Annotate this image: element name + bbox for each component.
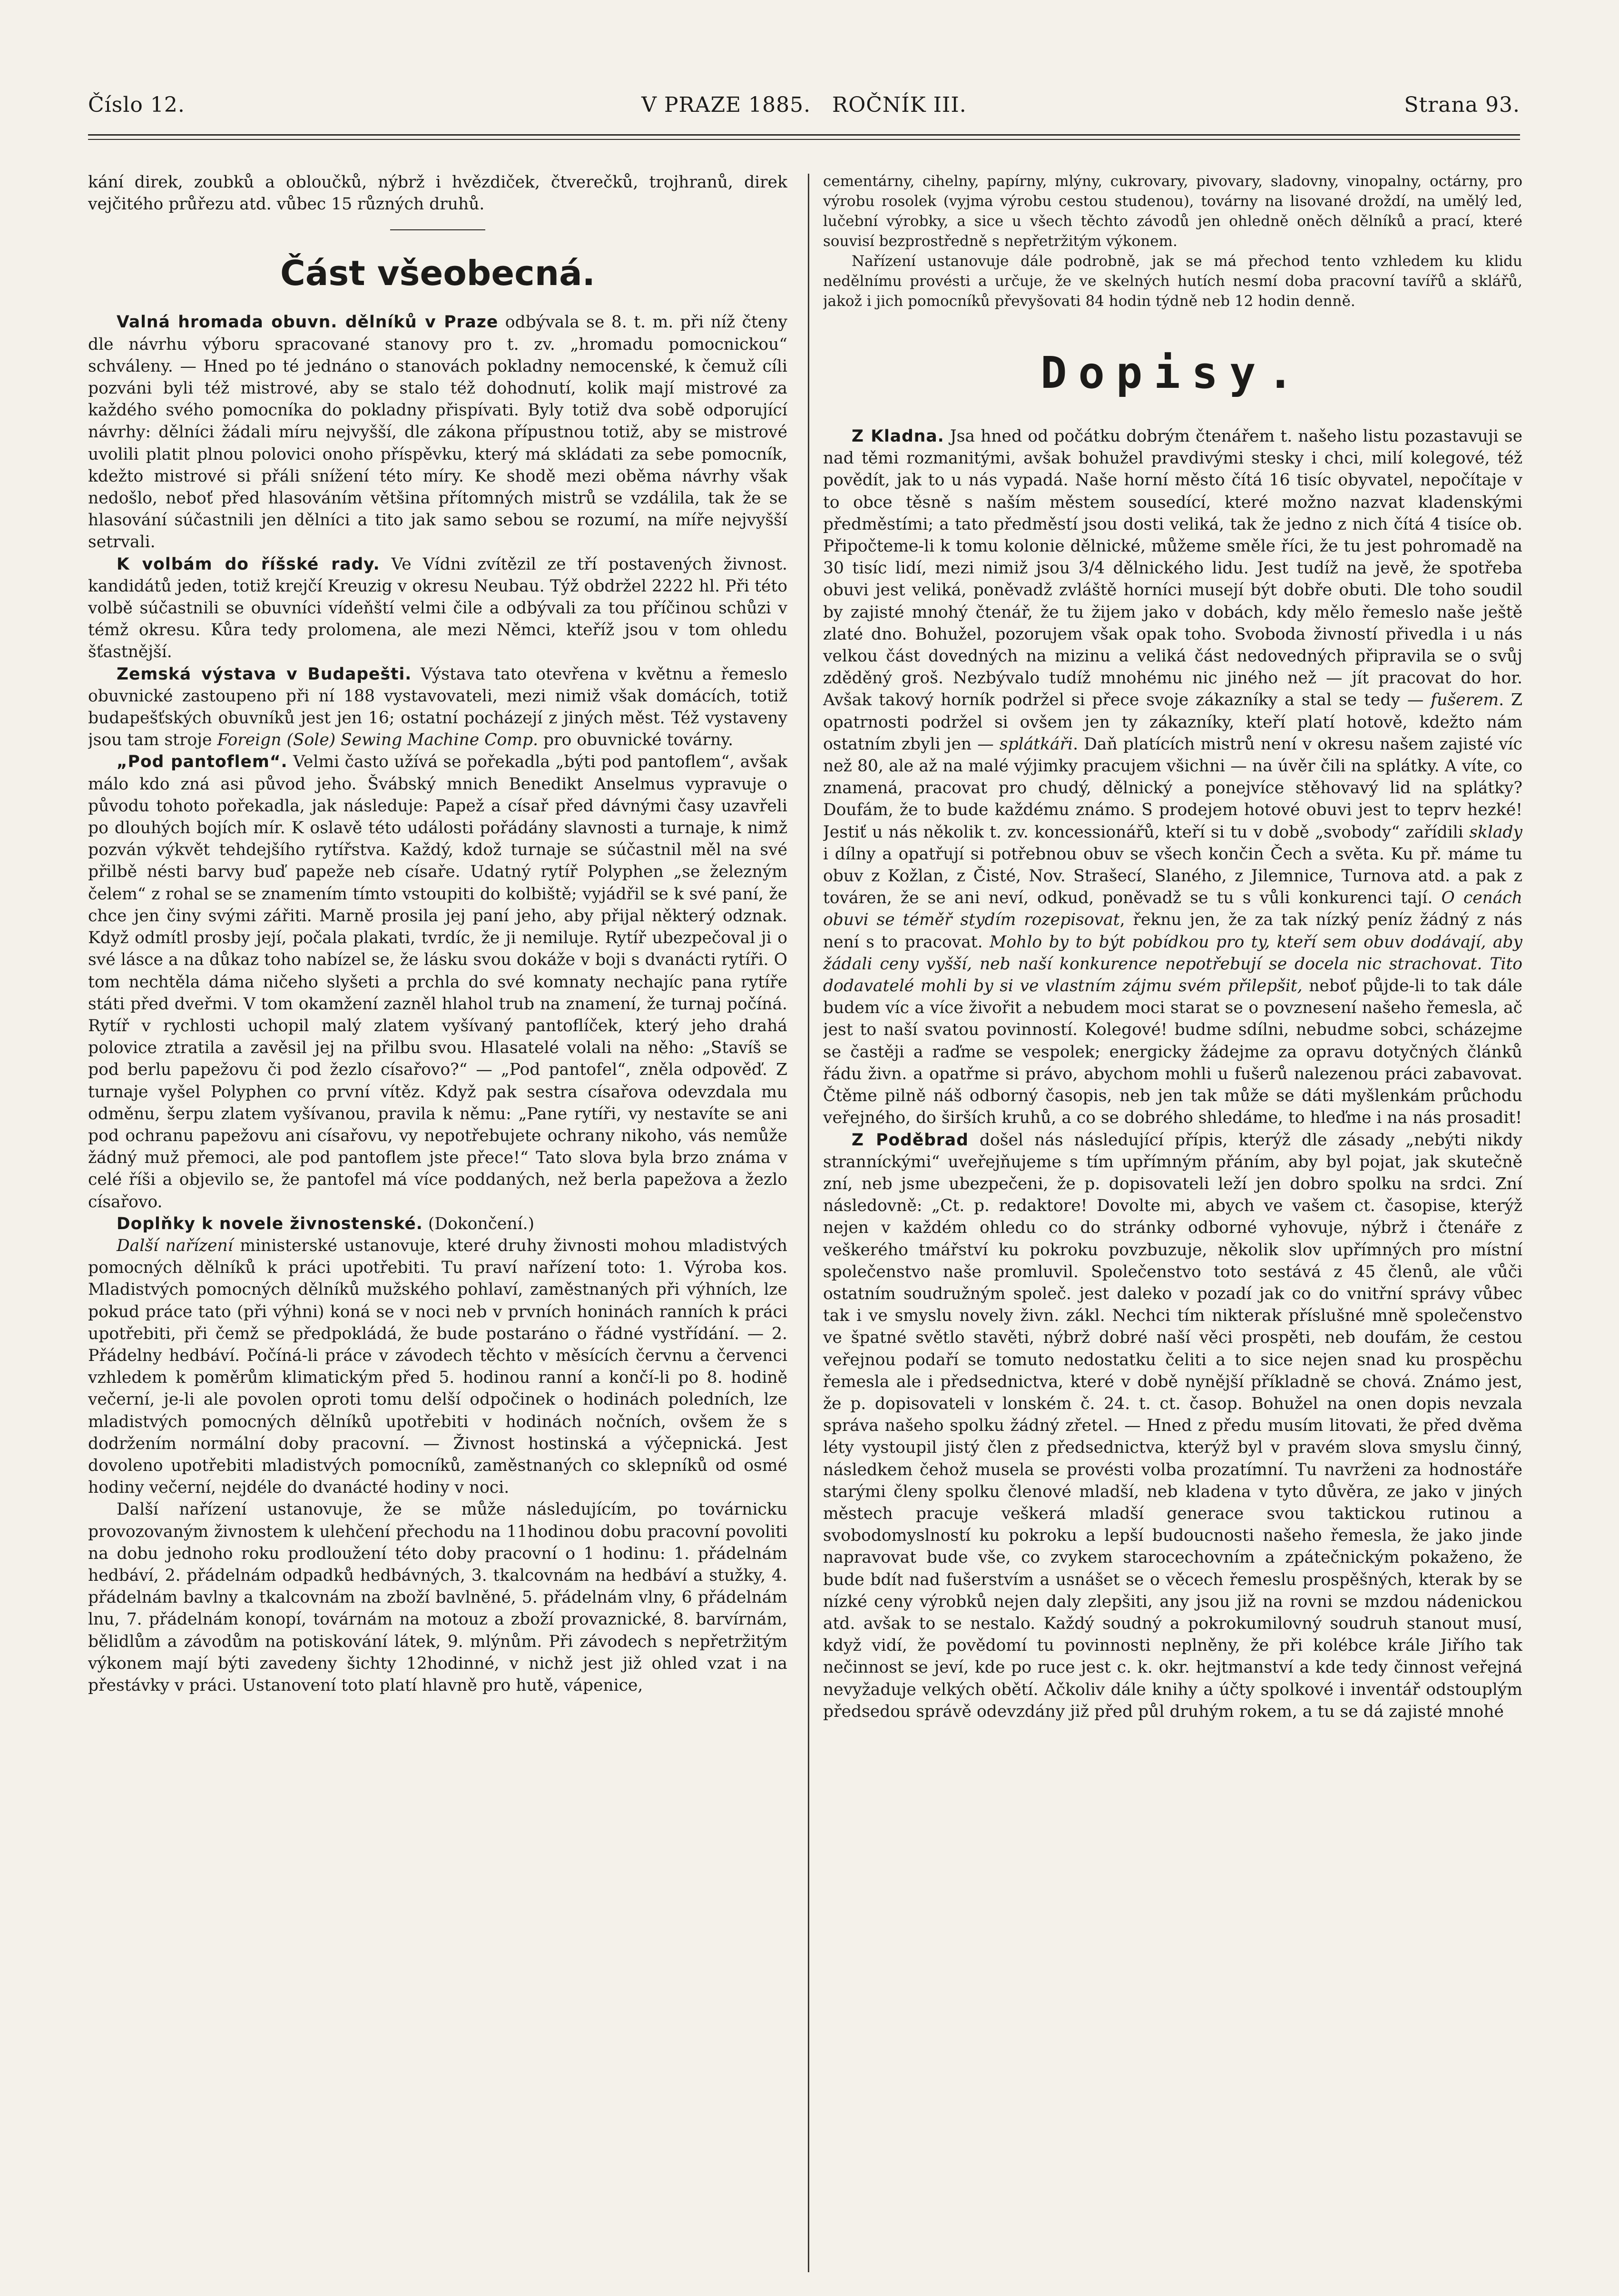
continued-paragraph: kání direk, zoubků a obloučků, nýbrž i hvězdiček, čtverečků, trojhranů, direk vejčitého průřezu atd. vůbec 15 různých druhů. bbox=[88, 173, 787, 214]
letter-heading: Z Poděbrad bbox=[852, 1130, 969, 1150]
place-year-volume: V PRAZE 1885. ROČNÍK III. bbox=[641, 93, 967, 117]
column-divider bbox=[808, 174, 809, 2272]
article-heading: Doplňky k novele živnostenské. bbox=[117, 1214, 423, 1233]
page-header bbox=[88, 93, 1520, 131]
separator-rule bbox=[390, 229, 485, 230]
article-heading: „Pod pantoflem“. bbox=[117, 752, 288, 772]
article-trade-amendment-continued: Další nařízení ustanovuje, že se může následujícím, po továrnicku provozovaným živnostem k ulehčení přechodu na 11hodinou dobu pracovní povoliti na dobu jednoho roku prodloužení této doby pracovní o 1 hodinu: 1. přádelnám hedbáví, 2. přádelnám odpadků hedbávných, 3. tkalcovnám na hedbáví a stužky, 4. přádelnám bavlny a tkalcovnám na zboží bavlněné, 5. přádelnám vlny, 6 přádelnám lnu, 7. přádelnám konopí, továrnám na motouz a zboží provaznické, 8. barvírnám, bělidlům a závodům na potiskování látek, 9. mlýnům. Při závodech s nepřetržitým výkonem mají býti zavedeny šichty 12hodinné, v nichž jest již ohled vzat i na přestávky v práci. Ustanovení toto platí hlavně pro hutě, vápenice, bbox=[88, 1500, 787, 1695]
article-heading: Valná hromada obuvn. dělníků v Praze bbox=[117, 313, 499, 332]
header-rule-double bbox=[88, 139, 1520, 140]
article-elections: K volbám do říšské rady. Ve Vídni zvítězil ze tří postavených živnost. kandidátů jeden, totiž krejčí Kreuzig v okresu Neubau. Týž obdržel 2222 hl. Při této volbě súčastnili se obuvníci vídeňští velmi čile a odbývali za tou příčinou schůzi v témž okresu. Kůra tedy prolomena, ale mezi Němci, kteříž jsou v tom ohledu šťastnější. bbox=[88, 554, 787, 662]
letters-section-title: Dopisy. bbox=[1040, 347, 1305, 398]
section-title: Část všeobecná. bbox=[280, 253, 596, 294]
left-column bbox=[88, 171, 787, 2275]
page-number: Strana 93. bbox=[1404, 93, 1520, 117]
continued-paragraph: cementárny, cihelny, papírny, mlýny, cukrovary, pivovary, sladovny, vinopalny, octárny, pro výrobu rosolek (vyjma výrobu cestou studenou), továrny na lisované droždí, na umělý led, lučební výrobky, a sice u všech těchto závodů jen ohledně oněch dělníků a prací, které souvisí bezprostředně s nepřetržitým výkonem. bbox=[823, 173, 1522, 250]
letter-kladno: Z Kladna. Jsa hned od počátku dobrým čtenářem t. našeho listu pozastavuji se nad těmi rozmanitými, avšak bohužel pravdivými stesky i chci, milí kolegové, též povědít, jak to u nás vypadá. Naše horní město čítá 16 tisíc obyvatel, nepočítaje v to obce těsně s naším městem sousedící, které možno nazvat kladenskými předměstími; a tato předměstí jsou dosti veliká, tak že jedno z nich čítá 4 tisíce ob. Připočteme-li k tomu kolonie dělnické, můžeme směle říci, že tu jest pohromadě na 30 tisíc lidí, mezi nimiž jsou 3/4 dělnického lidu. Jest tudíž na jevě, že spotřeba obuvi jest veliká, poněvadž zvláště horníci musejí být dobře obuti. Dle toho soudil by zajisté mnohý čtenář, že tu žijem jako v dobách, kdy mělo řemeslo naše ještě zlaté dno. Bohužel, pozorujem však opak toho. Svoboda živností přivedla i u nás velkou část dovedných na mizinu a veliká část nedovedných připravila se o svůj zděděný groš. Nezbývalo tudíž mnohému nic jiného než — jít pracovat do hor. Avšak takový horník podržel si přece svoje zákazníky a stal se tedy — fušerem. Z opatrnosti podržel si ovšem jen ty zákazníky, kteří platí hotově, kdežto nám ostatním zbyli jen — splátkáři. Daň platících mistrů není v okresu našem zajisté víc než 80, ale až na malé výjimky pracujem všichni — na úvěr čili na splátky. A víte, co znamená, pracovat pro chudý, dělnický a ponejvíce stěhovavý lid na splátky? Doufám, že to bude každému známo. S prodejem hotové obuvi jest to teprv hezké! Jestiť u nás několik t. zv. koncessionářů, kteří si tu v době „svobody“ zařídili sklady i dílny a opatřují si potřebnou obuv se všech končin Čech a světa. Ku př. máme tu obuv z Kožlan, z Čisté, Nov. Strašecí, Slaného, z Jilemnice, Turnova atd. a pak z továren, že se ani neví, odkud, poněvadž se tu s vůli konkurenci tají. O cenách obuvi se téměř stydím rozepisovat, řeknu jen, že za tak nízký peníz žádný z nás není s to pracovat. Mohlo by to být pobídkou pro ty, kteří sem obuv dodávají, aby žádali ceny vyšší, neb naší konkurence nepotřebují se docela nic strachovat. Tito dodavatelé mohli by si ve vlastním zájmu svém přilepšit, neboť půjde-li to tak dále budem víc a více živořit a nebudem moci starat se o povznesení našeho řemesla, ač jest to naší svatou povinností. Kolegové! budme sdílni, nebudme sobci, scházejme se častěji a raďme se vespolek; energicky žádejme za opravu dotyčných článků řádu živn. a opatřme si právo, abychom mohli u fušerů nalezenou práci zabavovat. Čtěme pilně náš odborný časopis, neb jen tak může se dáti myšlenkám průchodu veřejného, do širších kruhů, a co se dobrého shledáme, to hleďme i na nás prosadit! bbox=[823, 427, 1522, 1128]
right-column bbox=[823, 171, 1522, 2275]
article-trade-amendment-body: Další nařízení ministerské ustanovuje, které druhy živnosti mohou mladistvých pomocných dělníků k práci upotřebiti. Tu praví nařízení toto: 1. Výroba kos. Mladistvých pomocných dělníků mužského pohlaví, zaměstnaných při výhních, lze pokud práce tato (při výhni) koná se v noci neb v prvních honinách ranních k práci upotřebiti, při čemž se předpokládá, že bude postaráno o řádné vystřídání. — 2. Přádelny hedbáví. Počíná-li práce v závodech těchto v měsících červnu a červenci vzhledem k poměrům klimatickým před 5. hodinou ranní a končí-li po 8. hodině večerní, je-li ale povolen oproti tomu delší odpočinek o hodinách poledních, lze mladistvých pomocných dělníků upotřebiti v hodinách nočních, ovšem že s dodržením normální doby pracovní. — Živnost hostinská a výčepnická. Jest dovoleno upotřebiti mladistvých pomocníků, zaměstnaných co sklepníků od osmé hodiny večerní, nejdéle do dvanácté hodiny v noci. bbox=[88, 1236, 787, 1498]
article-heading: Zemská výstava v Budapešti. bbox=[117, 664, 412, 684]
article-budapest-exhibition: Zemská výstava v Budapešti. Výstava tato otevřena v květnu a řemeslo obuvnické zastoupeno při ní 188 vystavovateli, mezi nimiž však domácích, totiž budapešťských obuvníků jest jen 16; ostatní pocházejí z jiných měst. Též vystaveny jsou tam stroje Foreign (Sole) Sewing Machine Comp. pro obuvnické továrny. bbox=[88, 664, 787, 750]
header-rule bbox=[88, 134, 1520, 136]
regulation-paragraph: Nařízení ustanovuje dále podrobně, jak se má přechod tento vzhledem ku klidu nedělnímu provésti a určuje, že ve skelných hutích nesmí doba pracovní tavířů a sklářů, jakož i jich pomocníků převyšovati 84 hodin týdně neb 12 hodin denně. bbox=[823, 253, 1522, 310]
issue-number: Číslo 12. bbox=[88, 93, 185, 117]
article-pod-pantoflem: „Pod pantoflem“. Velmi často užívá se pořekadla „býti pod pantoflem“, avšak málo kdo zná asi původ jeho. Švábský mnich Benedikt Anselmus vypravuje o původu tohoto pořekadla, jak následuje: Papež a císař před dávnými časy uzavřeli po dlouhých bojích mír. K oslavě této události pořádány slavnosti a turnaje, k nimž pozván výkvět tehdejšího rytířstva. Každý, kdož turnaje se súčastnil měl na své přilbě nésti barvy buď papeže neb císaře. Udatný rytíř Polyphen „se železným čelem“ z rohal se se znamením tímto vstoupiti do kolbiště; vyjádřil se k své paní, že chce jen činy svými zářiti. Marně prosila jej paní jeho, aby přijal některý odznak. Když odmítl prosby její, počala plakati, tvrdíc, že ji nemiluje. Rytíř ubezpečoval ji o své lásce a na důkaz toho nabízel se, že lásku svou dokáže v boji s dvanácti rytíři. O tom nechtěla dáma ničeho slyšeti a prchla do své komnaty nechajíc pana rytíře státi před dveřmi. V tom okamžení zazněl hlahol trub na znamení, že turnaj počíná. Rytíř v rychlosti uchopil malý zlatem vyšívaný pantoflíček, který jeho drahá polovice ztratila a zavěsil jej na přilbu svou. Hlasatelé volali na něho: „Stavíš se pod berlu papežovu či pod žezlo císařovo?“ — „Pod pantofel“, zněla odpověď. Z turnaje vyšel Polyphen co první vítěz. Když pak sestra císařova odevzdala mu odměnu, šerpu zlatem vyšívanou, pravila k němu: „Pane rytíři, vy nestavíte se ani pod ochranu papežovu ani císařovu, vy nepotřebujete ochrany nikoho, vás nemůže žádný muž přemoci, ale pod pantoflem jste přece!“ Tato slova byla brzo známa v celé říši a objevilo se, že pantofel má více poddaných, než berla papežova a žezlo císařovo. bbox=[88, 752, 787, 1212]
letter-podebrady: Z Poděbrad došel nás následující přípis, kterýž dle zásady „nebýti nikdy stranníckými“ uveřejňujeme s tím upřímným přáním, aby byl pojat, jak skutečně zní, neb jsme ubezpečeni, že p. dopisovateli leží jen dobro spolku na srdci. Zní následovně: „Ct. p. redaktore! Dovolte mi, abych ve vašem ct. časopise, kterýž nejen v každém ohledu co do stránky odborné vyhovuje, nýbrž i čtenáře z veškerého tmářství ku pokroku povzbuzuje, několik slov upřímných pro místní společenstvo naše promluvil. Společenstvo toto sestává z 45 členů, ale vůči ostatním soudružným společ. jest daleko v pozadí jak co do vnitřní správy vůbec tak i ve smyslu novely živn. zákl. Nechci tím nikterak příslušné mně společenstvo ve špatné světlo stavěti, nýbrž dobré naší věci prospěti, neb doufám, že cestou veřejnou podaří se tomuto nedostatku čeliti a to sice nejen snad ku prospěchu řemesla ale i předsednictva, které v době nynější příkladně se chová. Známo jest, že p. dopisovateli v lonském č. 24. t. ct. časop. Bohužel na onen dopis nevzala správa našeho spolku žádný zřetel. — Hned z předu musím litovati, že před dvěma léty vystoupil jistý člen z předsednictva, kterýž byl v pravém slova smyslu činný, následkem čehož musela se provésti volba prozatímní. Tu navrženi za hodnostáře starými členy spolku členové mladší, neb kladena v tyto důvěra, ze jako v jiných městech pracuje veškerá mladší generace svou taktickou rutinou a svobodomyslností ku pokroku a lepší budoucnosti našeho řemesla, že jako jinde napravovat bude vše, co zvykem starocechovním a zpátečnickým pokaženo, že bude bdít nad fušerstvím a usnášet se o věcech řemeslu prospěšných, kterak by se nízké ceny výrobků nejen daly zlepšiti, any jsou již na rovni se mzdou nádenickou atd. avšak to se nestalo. Každý soudný a pokrokumilovný soudruh stanout musí, když vidí, že povědomí tu povinnosti neplněny, že při kolébce krále Jiřího tak nečinnost se jeví, kde po ruce jest c. k. okr. hejtmanství a kde tedy činnost veřejná nevyžaduje velkých obětí. Ačkoliv dále knihy a účty spolkové i inventář odstouplým předsedou správě odevzdány již před půl druhým rokem, a tu se dá zajisté mnohé bbox=[823, 1130, 1522, 1721]
article-general-assembly: Valná hromada obuvn. dělníků v Praze odbývala se 8. t. m. při níž čteny dle návrhu výboru spracované stanovy pro t. zv. „hromadu pomocnickou“ schváleny. — Hned po té jednáno o stanovách pokladny nemocenské, k čemuž cíli pozváni byli též mistrové, aby se stalo též dohodnutí, kolik mají mistrové za každého svého pomocníka do pokladny přispívati. Byly totiž dva sobě odporující návrhy: dělníci žádali míru nejvyšší, dle zákona přípustnou totiž, aby se mistrové uvolili platit plnou polovici onoho příspěvku, který má skládati za sebe pomocník, kdežto mistrové si přáli snížení této míry. Ke shodě mezi oběma návrhy však nedošlo, neboť před hlasováním většina přítomných mistrů se vzdálila, tak že se hlasování súčastnili jen dělníci a tito jak samo sebou se rozumí, na míře nejvyšší setrvali. bbox=[88, 313, 787, 552]
article-heading: K volbám do říšské rady. bbox=[117, 554, 380, 574]
letter-heading: Z Kladna. bbox=[852, 427, 944, 446]
article-trade-amendment: Doplňky k novele živnostenské. (Dokončení.) bbox=[117, 1214, 535, 1233]
